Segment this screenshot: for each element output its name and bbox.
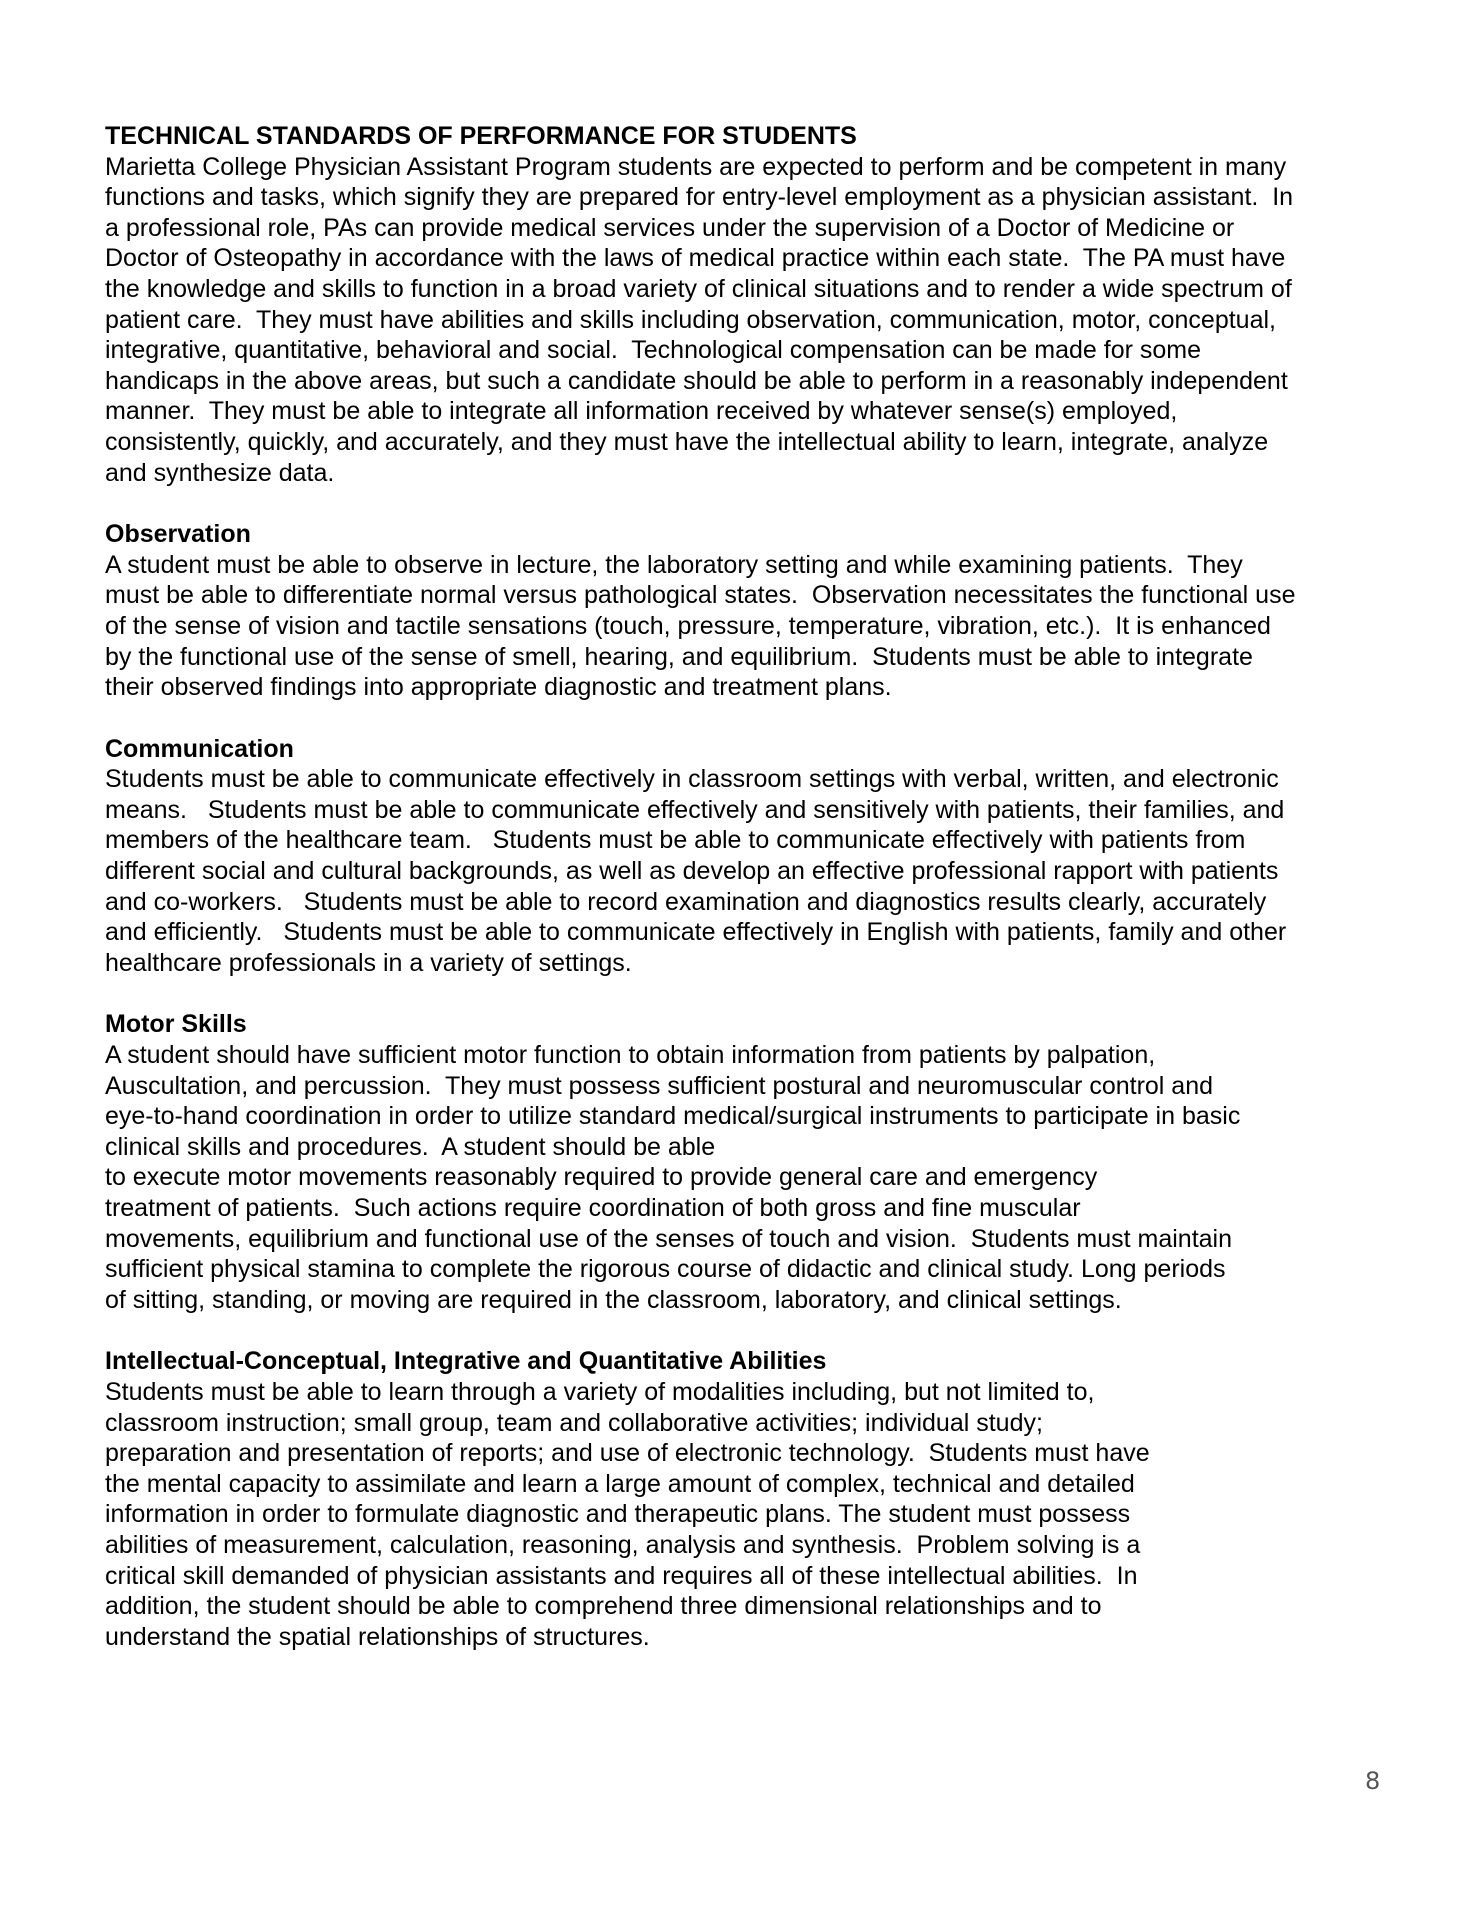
paragraph-line: Students must be able to communicate effectively in classroom settings with verbal, written, and electronic	[105, 765, 1279, 794]
document-section	[105, 734, 1405, 979]
paragraph-line: manner. They must be able to integrate all information received by whatever sense(s) employed,	[105, 397, 1178, 426]
paragraph-line: the mental capacity to assimilate and learn a large amount of complex, technical and detailed	[105, 1469, 1135, 1498]
paragraph-line: Students must be able to learn through a variety of modalities including, but not limited to,	[105, 1377, 1095, 1406]
paragraph-line: means. Students must be able to communicate effectively and sensitively with patients, their families, and	[105, 795, 1285, 824]
section-heading: Observation	[105, 520, 251, 549]
paragraph-line: A student must be able to observe in lecture, the laboratory setting and while examining patients. They	[105, 550, 1243, 579]
paragraph-line: and synthesize data.	[105, 458, 335, 487]
paragraph-line: to execute motor movements reasonably required to provide general care and emergency	[105, 1163, 1098, 1192]
paragraph-line: integrative, quantitative, behavioral and social. Technological compensation can be made for some	[105, 336, 1202, 365]
document-section	[105, 121, 1405, 488]
paragraph-line: Doctor of Osteopathy in accordance with the laws of medical practice within each state. The PA must have	[105, 244, 1286, 273]
document-section	[105, 519, 1405, 703]
paragraph-line: of the sense of vision and tactile sensations (touch, pressure, temperature, vibration, etc.). It is enhanced	[105, 611, 1271, 640]
paragraph-line: members of the healthcare team. Students must be able to communicate effectively with patients from	[105, 826, 1246, 855]
paragraph-line: eye-to-hand coordination in order to utilize standard medical/surgical instruments to participate in basic	[105, 1102, 1241, 1131]
paragraph-line: handicaps in the above areas, but such a candidate should be able to perform in a reasonably independent	[105, 366, 1288, 395]
paragraph-line: A student should have sufficient motor function to obtain information from patients by palpation,	[105, 1041, 1156, 1070]
paragraph-line: clinical skills and procedures. A student should be able	[105, 1132, 716, 1161]
paragraph-line: treatment of patients. Such actions require coordination of both gross and fine muscular	[105, 1194, 1081, 1222]
paragraph-line: a professional role, PAs can provide medical services under the supervision of a Doctor of Medicine or	[105, 213, 1235, 242]
paragraph-line: sufficient physical stamina to complete the rigorous course of didactic and clinical study. Long periods	[105, 1255, 1226, 1284]
paragraph-line: movements, equilibrium and functional use of the senses of touch and vision. Students must maintain	[105, 1224, 1233, 1253]
document-section	[105, 1009, 1405, 1315]
paragraph-line: Auscultation, and percussion. They must possess sufficient postural and neuromuscular control and	[105, 1071, 1214, 1100]
paragraph-line: and co-workers. Students must be able to record examination and diagnostics results clearly, accurately	[105, 887, 1267, 916]
paragraph-line: consistently, quickly, and accurately, and they must have the intellectual ability to learn, integrate, analyze	[105, 427, 1269, 456]
paragraph-line: of sitting, standing, or moving are required in the classroom, laboratory, and clinical settings.	[105, 1285, 1122, 1314]
paragraph-line: their observed findings into appropriate diagnostic and treatment plans.	[105, 673, 892, 702]
paragraph-line: abilities of measurement, calculation, reasoning, analysis and synthesis. Problem solving is a	[105, 1530, 1141, 1559]
paragraph-line: and efficiently. Students must be able to communicate effectively in English with patients, family and other	[105, 918, 1287, 947]
paragraph-line: different social and cultural backgrounds, as well as develop an effective professional rapport with patients	[105, 857, 1279, 886]
paragraph-line: the knowledge and skills to function in a broad variety of clinical situations and to render a wide spectrum of	[105, 274, 1292, 303]
document-section	[105, 1346, 1405, 1652]
paragraph-line: information in order to formulate diagnostic and therapeutic plans. The student must possess	[105, 1500, 1131, 1529]
document-body	[105, 121, 1405, 1683]
paragraph-line: critical skill demanded of physician assistants and requires all of these intellectual abilities. In	[105, 1561, 1138, 1590]
paragraph-line: classroom instruction; small group, team and collaborative activities; individual study;	[105, 1408, 1043, 1437]
paragraph-line: healthcare professionals in a variety of settings.	[105, 948, 632, 977]
paragraph-line: patient care. They must have abilities and skills including observation, communication, motor, conceptual,	[105, 305, 1276, 334]
paragraph-line: understand the spatial relationships of structures.	[105, 1622, 650, 1651]
section-heading: TECHNICAL STANDARDS OF PERFORMANCE FOR STUDENTS	[105, 122, 857, 150]
section-heading: Intellectual-Conceptual, Integrative and Quantitative Abilities	[105, 1347, 827, 1376]
paragraph-line: must be able to differentiate normal versus pathological states. Observation necessitates the functional use	[105, 581, 1296, 610]
section-heading: Communication	[105, 734, 294, 763]
paragraph-line: functions and tasks, which signify they are prepared for entry-level employment as a physician assistant. In	[105, 183, 1294, 212]
paragraph-line: by the functional use of the sense of smell, hearing, and equilibrium. Students must be able to integrate	[105, 642, 1253, 671]
section-heading: Motor Skills	[105, 1010, 247, 1039]
paragraph-line: preparation and presentation of reports; and use of electronic technology. Students must have	[105, 1439, 1150, 1468]
paragraph-line: addition, the student should be able to comprehend three dimensional relationships and to	[105, 1592, 1102, 1621]
page-number: 8	[1365, 1767, 1381, 1795]
paragraph-line: Marietta College Physician Assistant Program students are expected to perform and be competent in many	[105, 152, 1287, 181]
